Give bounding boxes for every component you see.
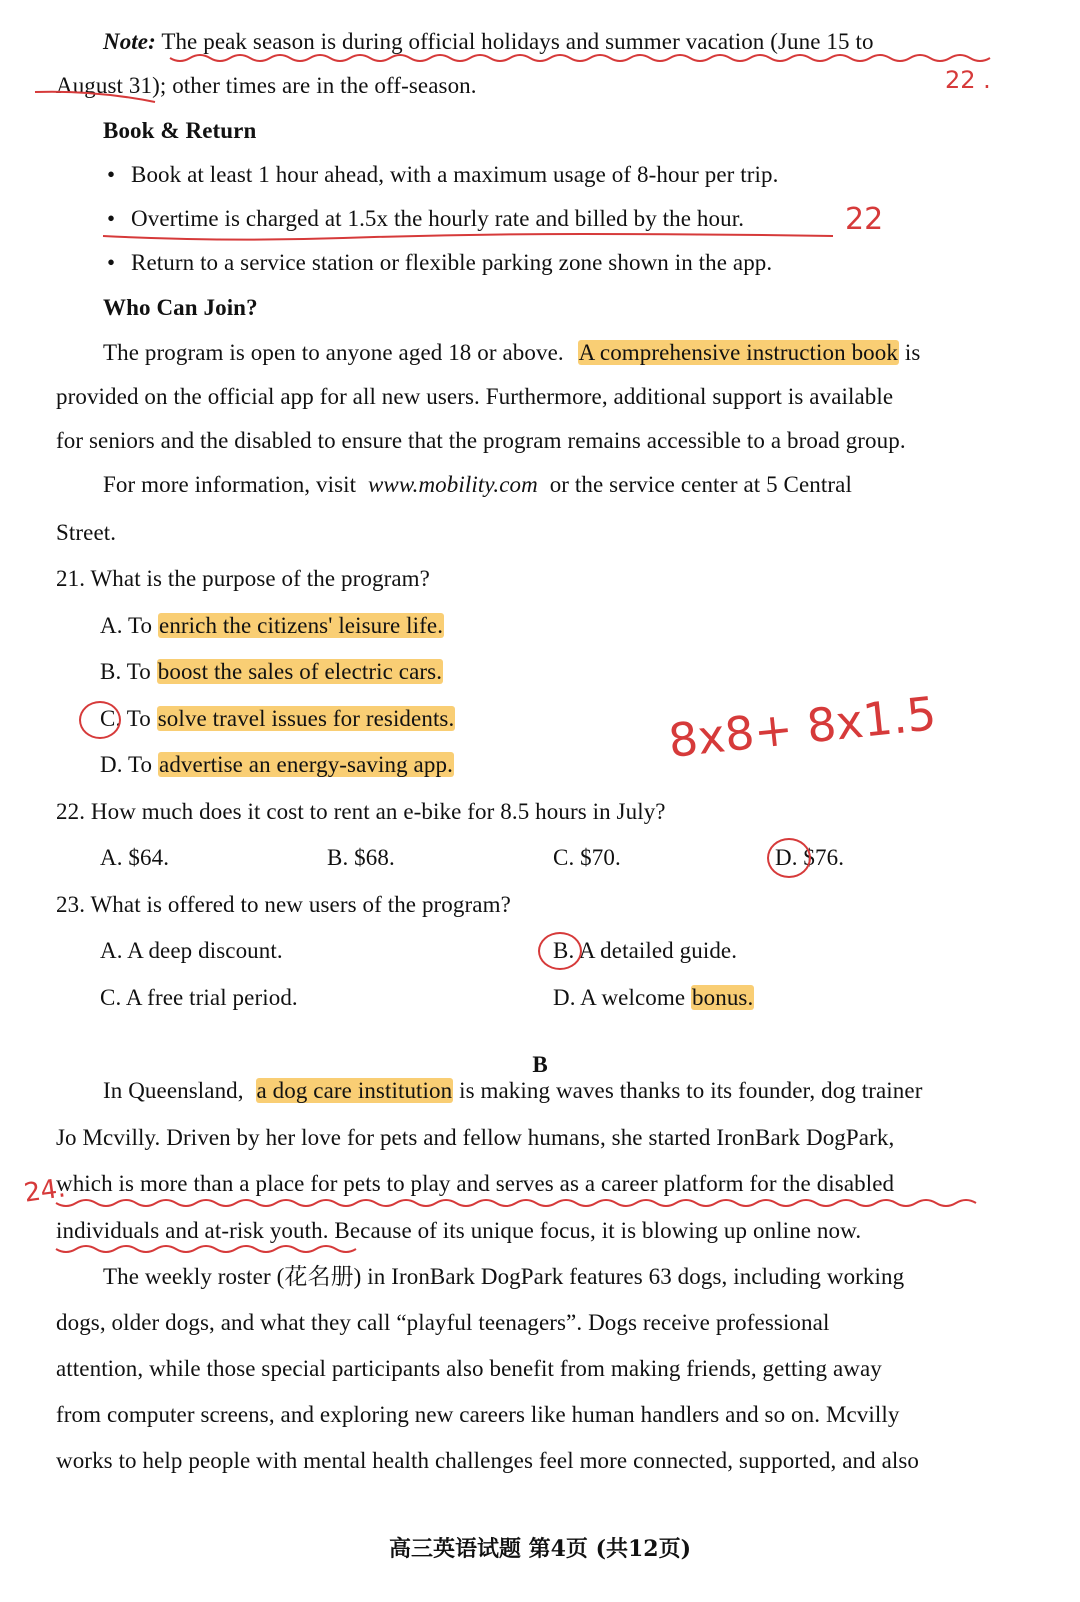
bullet-text: Return to a service station or flexible parking zone shown in the app.	[131, 250, 773, 275]
option-letter: C.	[553, 845, 575, 870]
who-p2-line-2: Street.	[56, 520, 117, 545]
answer-circle-q22-d	[767, 838, 811, 878]
b-p1-text-a: In Queensland,	[103, 1078, 244, 1103]
q22-option-c	[553, 843, 621, 873]
option-text: $68.	[354, 845, 395, 870]
option-letter: B.	[100, 659, 122, 684]
q23-option-d	[553, 983, 754, 1013]
option-letter: D.	[100, 752, 123, 777]
who-p2-text-b: or the service center at 5 Central	[549, 472, 852, 497]
note-label: Note:	[103, 29, 156, 54]
option-highlight: solve travel issues for residents.	[157, 706, 455, 731]
q21-option-c	[100, 704, 455, 734]
option-letter: B.	[553, 938, 575, 963]
highlight-instruction-book: A comprehensive instruction book	[578, 340, 898, 365]
note-text-1: The peak season is during official holidays and summer vacation (June 15 to	[161, 29, 874, 54]
q22-option-b	[327, 843, 395, 873]
who-p2-line-1	[103, 470, 852, 500]
b-p1-line-2: Jo Mcvilly. Driven by her love for pets and fellow humans, she started IronBark DogPark,	[56, 1125, 895, 1150]
option-pre: To	[128, 613, 153, 638]
option-text: $64.	[128, 845, 170, 870]
handwritten-22-mid: 22	[845, 202, 884, 237]
question-21-stem: 21. What is the purpose of the program?	[56, 566, 430, 591]
website-url: www.mobility.com	[367, 472, 538, 497]
who-p1-text-b: is	[904, 340, 921, 365]
b-p1-line-1	[103, 1076, 922, 1106]
q21-option-a	[100, 611, 444, 641]
bullet-item-1	[107, 160, 778, 190]
bullet-dot: •	[107, 206, 116, 231]
b-p2-line-2: dogs, older dogs, and what they call “playful teenagers”. Dogs receive professional	[56, 1310, 830, 1335]
option-highlight: advertise an energy-saving app.	[159, 752, 453, 777]
option-text: A detailed guide.	[578, 938, 738, 963]
bullet-dot: •	[107, 162, 116, 187]
option-pre: To	[126, 659, 151, 684]
who-can-join-heading: Who Can Join?	[103, 295, 258, 320]
option-text: A free trial period.	[125, 985, 298, 1010]
option-highlight: enrich the citizens' leisure life.	[159, 613, 444, 638]
q21-option-b	[100, 657, 443, 687]
who-p2-text-a: For more information, visit	[103, 472, 357, 497]
q22-option-a	[100, 843, 169, 873]
who-p1-line-2: provided on the official app for all new users. Furthermore, additional support is available	[56, 384, 894, 409]
section-b-heading: B	[532, 1052, 548, 1077]
bullet-item-3	[107, 248, 772, 278]
wavy-underline-b-line4	[56, 1246, 356, 1252]
b-p1-line-3: which is more than a place for pets to play and serves as a career platform for the disabled	[56, 1171, 895, 1196]
b-p2-line-1: The weekly roster (花名册) in IronBark DogPark features 63 dogs, including working	[103, 1264, 905, 1289]
handwritten-22-top: 22 .	[945, 66, 991, 94]
bullet-item-2	[107, 204, 744, 234]
bullet-text: Overtime is charged at 1.5x the hourly rate and billed by the hour.	[131, 206, 745, 231]
option-pre: To	[126, 706, 151, 731]
handwritten-calculation: 8x8+ 8x1.5	[665, 686, 939, 768]
wavy-underline-b-line3	[56, 1200, 976, 1206]
b-p1-line-4: individuals and at-risk youth. Because of its unique focus, it is blowing up online now.	[56, 1218, 862, 1243]
note-line-2: August 31); other times are in the off-season.	[56, 73, 477, 98]
option-text: A deep discount.	[127, 938, 283, 963]
page-footer: 高三英语试题 第4页 (共12页)	[388, 1536, 692, 1562]
option-letter: C.	[100, 985, 122, 1010]
option-letter: B.	[327, 845, 349, 870]
option-text: $70.	[580, 845, 621, 870]
answer-circle-q21-c	[79, 701, 121, 739]
who-p1-line-1	[103, 338, 920, 368]
bullet-text: Book at least 1 hour ahead, with a maximum usage of 8-hour per trip.	[131, 162, 779, 187]
option-letter: A.	[100, 613, 123, 638]
option-letter: C.	[100, 706, 122, 731]
option-letter: A.	[100, 938, 123, 963]
b-p2-line-4: from computer screens, and exploring new careers like human handlers and so on. Mcvilly	[56, 1402, 900, 1427]
answer-circle-q23-b	[538, 932, 582, 970]
option-pre: To	[128, 752, 153, 777]
option-letter: D.	[553, 985, 576, 1010]
option-highlight: bonus.	[692, 985, 754, 1010]
note-line-1	[103, 27, 1003, 57]
who-p1-line-3: for seniors and the disabled to ensure that the program remains accessible to a broad group.	[56, 428, 906, 453]
option-text: $76.	[803, 845, 845, 870]
option-text: A welcome	[580, 985, 686, 1010]
book-return-heading: Book & Return	[103, 118, 257, 143]
q23-option-a	[100, 936, 283, 966]
q23-option-c	[100, 983, 298, 1013]
option-letter: D.	[775, 845, 798, 870]
question-23-stem: 23. What is offered to new users of the program?	[56, 892, 511, 917]
who-p1-text-a: The program is open to anyone aged 18 or above.	[103, 340, 564, 365]
wavy-underline-overtime	[103, 234, 833, 240]
handwritten-24: 24.	[22, 1173, 68, 1209]
option-letter: A.	[100, 845, 123, 870]
question-22-stem: 22. How much does it cost to rent an e-bike for 8.5 hours in July?	[56, 799, 666, 824]
highlight-dog-care-institution: a dog care institution	[256, 1078, 453, 1103]
option-highlight: boost the sales of electric cars.	[157, 659, 443, 684]
b-p2-line-3: attention, while those special participants also benefit from making friends, getting away	[56, 1356, 882, 1381]
b-p2-line-5: works to help people with mental health challenges feel more connected, supported, and also	[56, 1448, 920, 1473]
q21-option-d	[100, 750, 454, 780]
bullet-dot: •	[107, 250, 116, 275]
b-p1-text-b: is making waves thanks to its founder, dog trainer	[459, 1078, 923, 1103]
